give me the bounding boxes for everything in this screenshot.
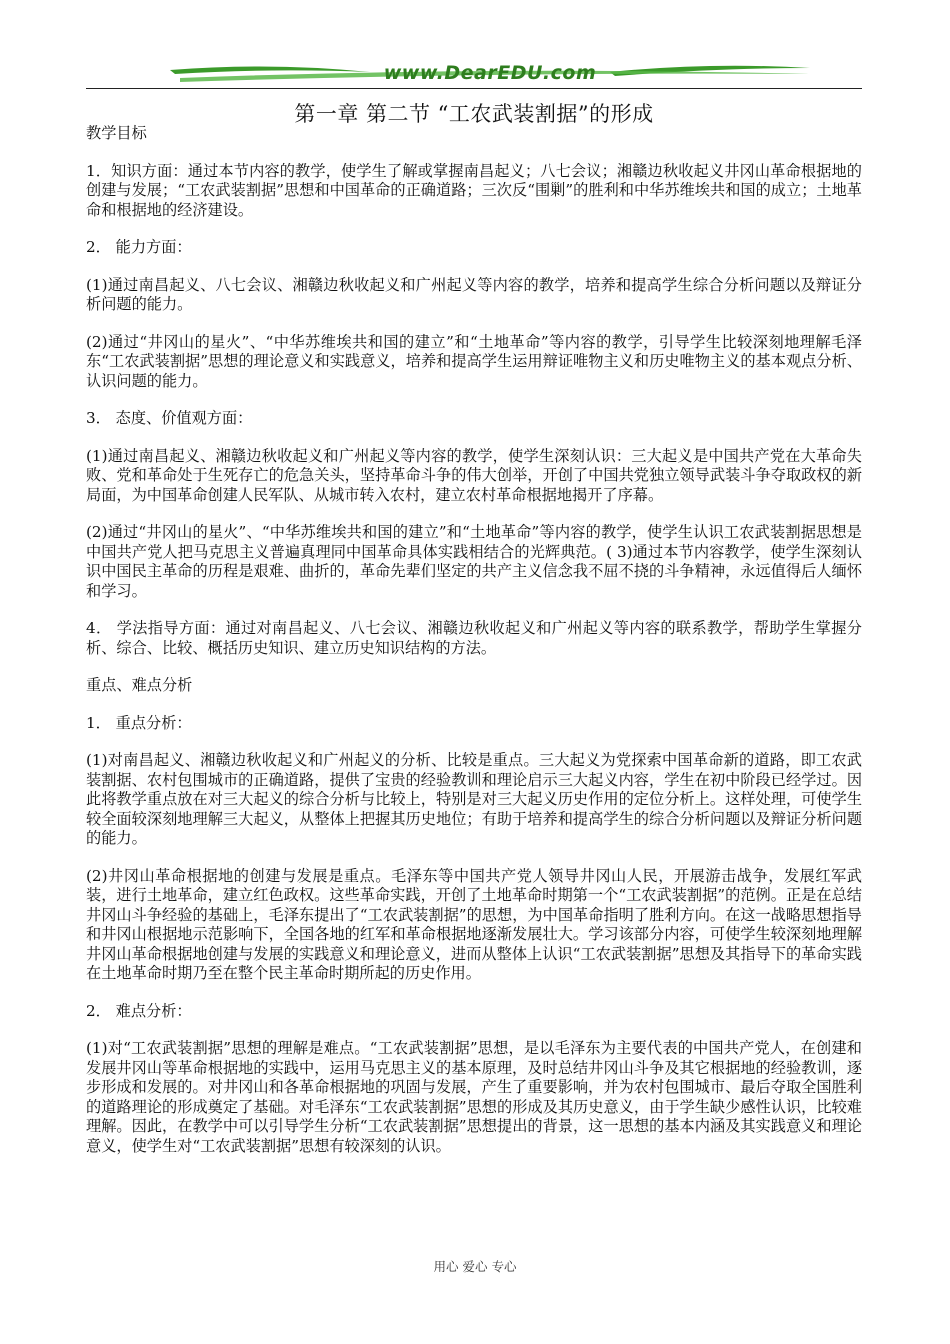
paragraph-method: 4． 学法指导方面：通过对南昌起义、八七会议、湘赣边秋收起义和广州起义等内容的联系教学，帮助学生掌握分析、综合、比较、概括历史知识、建立历史知识结构的方法。: [86, 619, 862, 657]
paragraph-attitude-1: (1)通过南昌起义、湘赣边秋收起义和广州起义等内容的教学，使学生深刻认识：三大起义是中国共产党在大革命失败、党和革命处于生死存亡的危急关头，坚持革命斗争的伟大创举，开创了中国共党独立领导武装斗争夺取政权的新局面，为中国革命创建人民军队、从城市转入农村，建立农村革命根据地揭开了序幕。: [86, 446, 862, 504]
paragraph-key-1: (1)对南昌起义、湘赣边秋收起义和广州起义的分析、比较是重点。三大起义为党探索中国革命新的道路，即工农武装割据、农村包围城市的正确道路，提供了宝贵的经验教训和理论启示三大起义内容，学生在初中阶段已经学过。因此将教学重点放在对三大起义的综合分析与比较上，特别是对三大起义历史作用的定位分析上。这样处理，可使学生较全面较深刻地理解三大起义，从整体上把握其历史地位；有助于培养和提高学生的综合分析问题以及辩证分析问题的能力。: [86, 751, 862, 847]
subheading-attitude: 3． 态度、价值观方面：: [86, 409, 253, 427]
paragraph-key-2: (2)井冈山革命根据地的创建与发展是重点。毛泽东等中国共产党人领导井冈山人民，开展游击战争，发展红军武装，进行土地革命，建立红色政权。这些革命实践，开创了土地革命时期第一个“工农武装割据”的范例。正是在总结井冈山斗争经验的基础上，毛泽东提出了“工农武装割据”的思想，为中国革命指明了胜利方向。在这一战略思想指导和井冈山根据地示范影响下，全国各地的红军和革命根据地逐渐发展壮大。学习该部分内容，可使学生较深刻地理解井冈山革命根据地创建与发展的实践意义和理论意义，进而从整体上认识“工农武装割据”思想及其指导下的革命实践在土地革命时期乃至在整个民主革命时期所起的历史作用。: [86, 866, 862, 982]
section-heading-key-points: 重点、难点分析: [86, 676, 193, 694]
page-footer: 用心 爱心 专心: [433, 1259, 517, 1274]
document-body: [86, 124, 862, 1174]
paragraph-ability-2: (2)通过“井冈山的星火”、“中华苏维埃共和国的建立”和“土地革命”等内容的教学，引导学生比较深刻地理解毛泽东“工农武装割据”思想的理论意义和实践意义，培养和提高学生运用辩证唯物主义和历史唯物主义的基本观点分析、认识问题的能力。: [86, 332, 862, 390]
paragraph-ability-1: (1)通过南昌起义、八七会议、湘赣边秋收起义和广州起义等内容的教学，培养和提高学生综合分析问题以及辩证分析问题的能力。: [86, 275, 862, 313]
subheading-difficulty-analysis: 2． 难点分析：: [86, 1001, 192, 1020]
header-divider: [86, 88, 862, 89]
section-heading-objectives: 教学目标: [86, 124, 147, 142]
paragraph-knowledge: 1．知识方面：通过本节内容的教学，使学生了解或掌握南昌起义；八七会议；湘赣边秋收起义井冈山革命根据地的创建与发展；“工农武装割据”思想和中国革命的正确道路；三次反“围剿”的胜利和中华苏维埃共和国的成立；土地革命和根据地的经济建设。: [86, 161, 862, 219]
paragraph-attitude-2: (2)通过“井冈山的星火”、“中华苏维埃共和国的建立”和“土地革命”等内容的教学，使学生认识工农武装割据思想是中国共产党人把马克思主义普遍真理同中国革命具体实践相结合的光辉典范。( 3)通过本节内容教学，使学生深刻认识中国民主革命的历程是艰难、曲折的，革命先辈们坚定的共产主义信念我不屈不挠的斗争精神，永远值得后人缅怀和学习。: [86, 523, 862, 600]
site-url-logo[interactable]: www.DearEDU.com: [383, 62, 597, 84]
paragraph-difficulty-1: (1)对“工农武装割据”思想的理解是难点。“工农武装割据”思想，是以毛泽东为主要代表的中国共产党人，在创建和发展井冈山等革命根据地的实践中，运用马克思主义的基本原理，及时总结井冈山斗争及其它根据地的经验教训，逐步形成和发展的。对井冈山和各革命根据地的巩固与发展，产生了重要影响，并为农村包围城市、最后夺取全国胜利的道路理论的形成奠定了基础。对毛泽东“工农武装割据”思想的形成及其历史意义，由于学生缺少感性认识，比较难理解。因此，在教学中可以引导学生分析“工农武装割据”思想提出的背景，这一思想的基本内涵及其实践意义和理论意义，使学生对“工农武装割据”思想有较深刻的认识。: [86, 1039, 862, 1155]
page-title: 第一章 第二节 “工农武装割据”的形成: [294, 102, 654, 126]
subheading-key-analysis: 1． 重点分析：: [86, 713, 192, 732]
site-header-banner: [120, 58, 860, 92]
subheading-ability: 2． 能力方面：: [86, 238, 192, 256]
